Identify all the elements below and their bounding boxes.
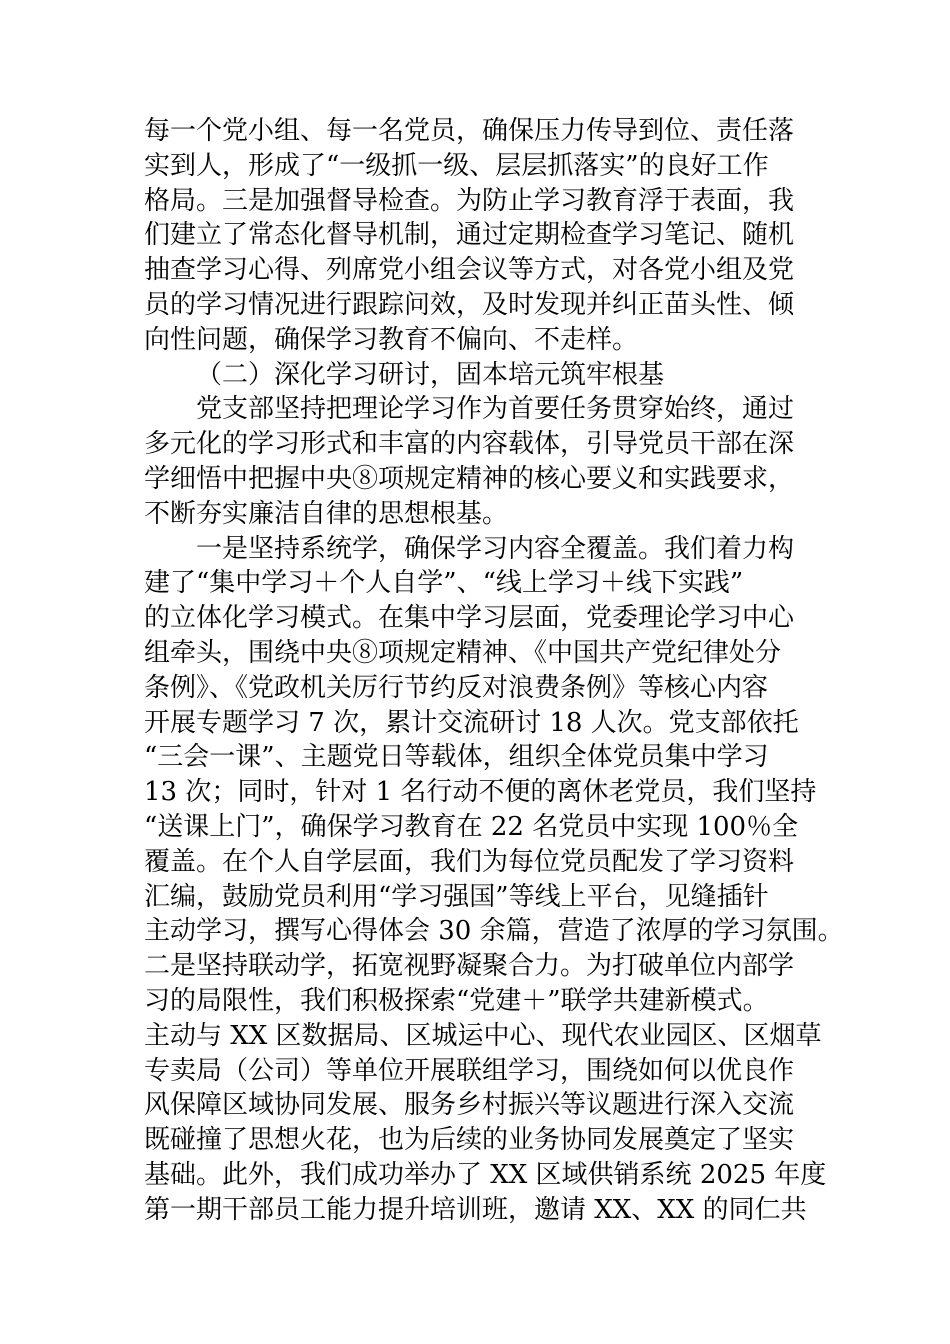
text-line: 13 次；同时，针对 1 名行动不便的离休老党员，我们坚持: [144, 777, 817, 808]
text-line: 组牵头，围绕中央⑧项规定精神、《中国共产党纪律处分: [144, 637, 782, 668]
text-line: 主动学习，撰写心得体会 30 余篇，营造了浓厚的学习氛围。: [144, 916, 844, 947]
text-line: 员的学习情况进行跟踪问效，及时发现并纠正苗头性、倾: [144, 289, 795, 320]
text-line: 每一个党小组、每一名党员，确保压力传导到位、责任落: [144, 116, 795, 146]
text-line: 不断夯实廉洁自律的思想根基。: [144, 498, 509, 529]
text-line: 习的局限性，我们积极探索“党建＋”联学共建新模式。: [144, 985, 769, 1016]
text-line: “送课上门”，确保学习教育在 22 名党员中实现 100％全: [144, 811, 799, 842]
text-line: 格局。三是加强督导检查。为防止学习教育浮于表面，我: [144, 185, 795, 216]
text-line: 覆盖。在个人自学层面，我们为每位党员配发了学习资料: [144, 846, 795, 877]
text-line: 基础。此外，我们成功举办了 XX 区域供销系统 2025 年度: [144, 1159, 827, 1190]
text-line: 汇编，鼓励党员利用“学习强国”等线上平台，见缝插针: [144, 881, 769, 912]
text-line: 专卖局（公司）等单位开展联组学习，围绕如何以优良作: [144, 1055, 795, 1086]
paragraph-start-line: 一是坚持系统学，确保学习内容全覆盖。我们着力构: [196, 533, 795, 564]
text-line: “三会一课”、主题党日等载体，组织全体党员集中学习: [144, 742, 769, 773]
text-line: 第一期干部员工能力提升培训班，邀请 XX、XX 的同仁共: [144, 1194, 807, 1225]
text-line: 学细悟中把握中央⑧项规定精神的核心要义和实践要求，: [144, 463, 795, 494]
text-line: 实到人，形成了“一级抓一级、层层抓落实”的良好工作: [144, 150, 769, 181]
text-line: 开展专题学习 7 次，累计交流研讨 18 人次。党支部依托: [144, 707, 799, 738]
text-line: 建了“集中学习＋个人自学”、“线上学习＋线下实践”: [144, 568, 744, 599]
text-line: 抽查学习心得、列席党小组会议等方式，对各党小组及党: [144, 255, 795, 286]
paragraph-start-line: 党支部坚持把理论学习作为首要任务贯穿始终，通过: [196, 394, 795, 425]
text-line: 的立体化学习模式。在集中学习层面，党委理论学习中心: [144, 603, 795, 634]
section-heading: （二）深化学习研讨，固本培元筑牢根基: [196, 359, 665, 390]
text-line: 主动与 XX 区数据局、区城运中心、现代农业园区、区烟草: [144, 1020, 822, 1051]
text-line: 多元化的学习形式和丰富的内容载体，引导党员干部在深: [144, 429, 795, 460]
text-line: 们建立了常态化督导机制，通过定期检查学习笔记、随机: [144, 220, 795, 251]
text-line: 二是坚持联动学，拓宽视野凝聚合力。为打破单位内部学: [144, 951, 795, 982]
document-body: [144, 114, 844, 1228]
text-line: 条例》、《党政机关厉行节约反对浪费条例》等核心内容: [144, 672, 769, 703]
text-line: 既碰撞了思想火花，也为后续的业务协同发展奠定了坚实: [144, 1125, 795, 1156]
text-line: 风保障区域协同发展、服务乡村振兴等议题进行深入交流: [144, 1090, 795, 1121]
text-line: 向性问题，确保学习教育不偏向、不走样。: [144, 324, 639, 355]
